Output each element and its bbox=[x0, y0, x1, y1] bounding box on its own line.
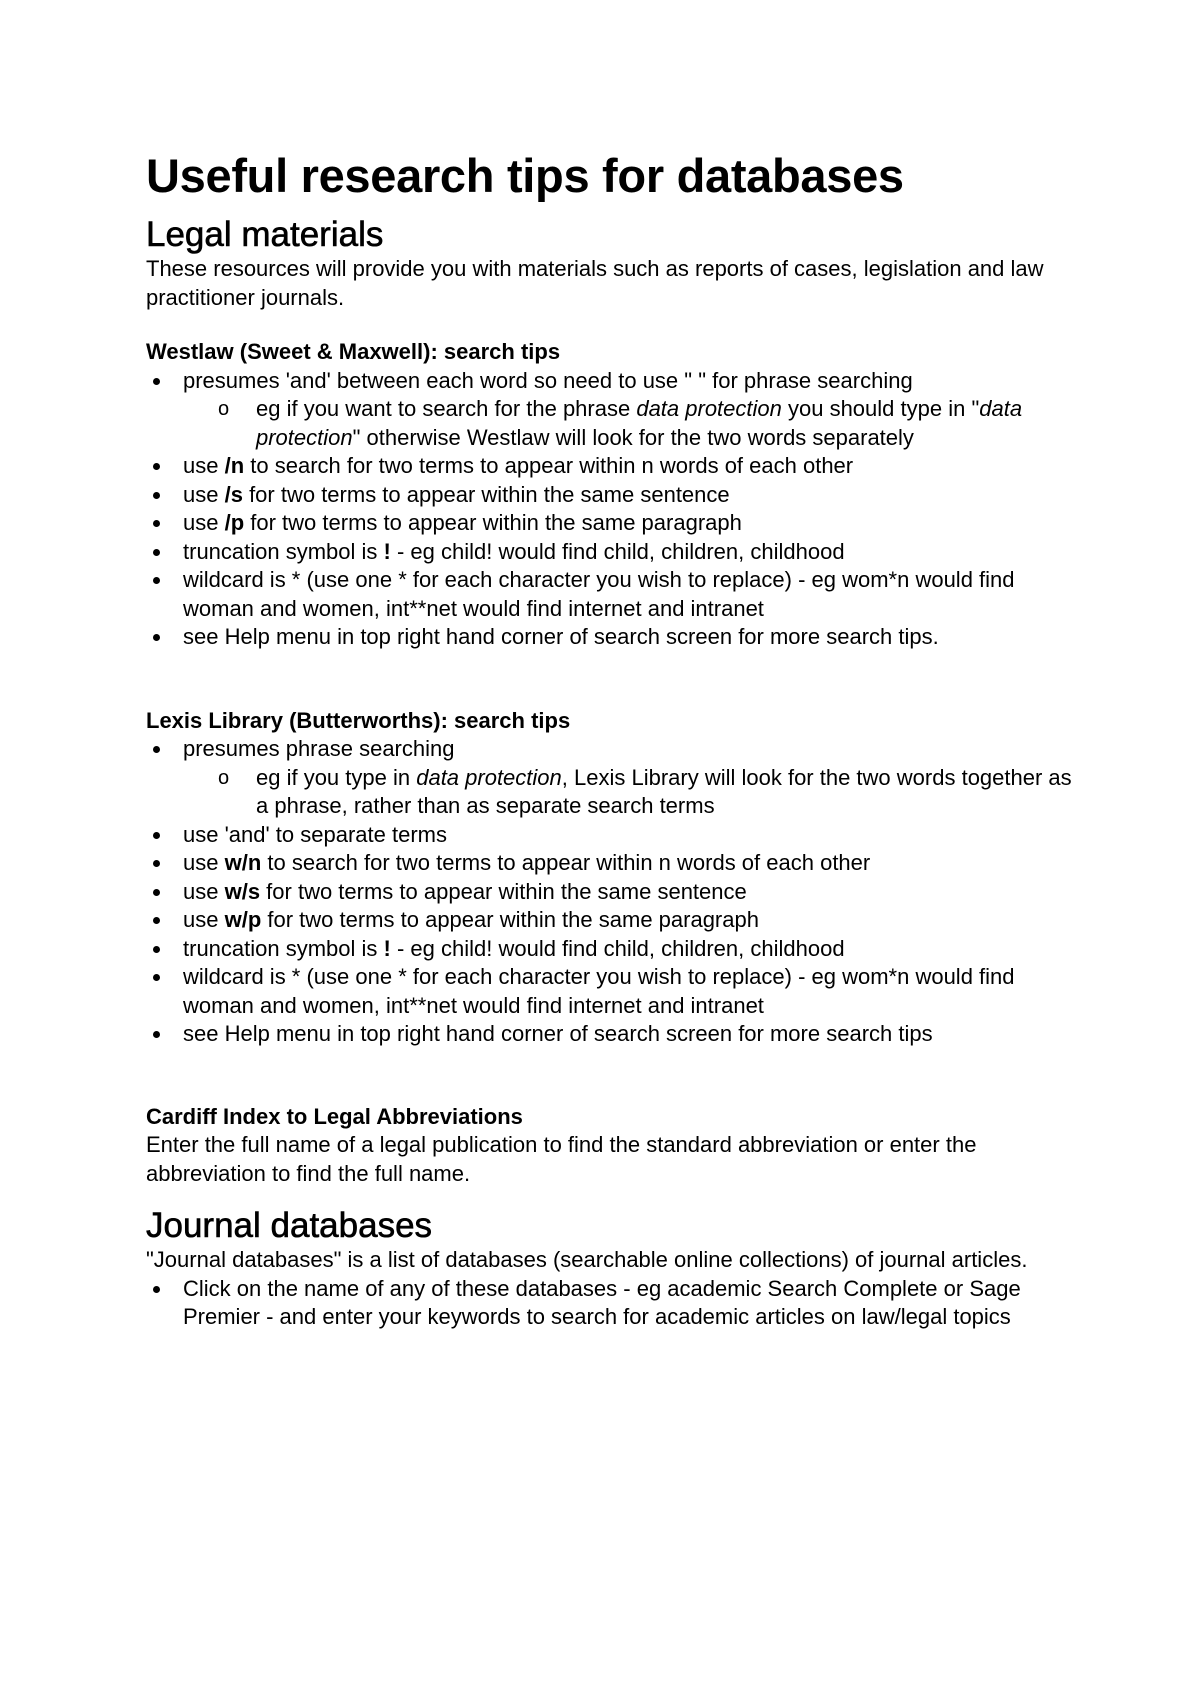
westlaw-sub-list bbox=[146, 395, 1086, 452]
journals-intro: "Journal databases" is a list of databases (searchable online collections) of journal articles. bbox=[146, 1247, 1028, 1272]
list-item: use /s for two terms to appear within the same sentence bbox=[146, 481, 1086, 510]
lexis-tips-list bbox=[146, 735, 1086, 1049]
page-title: Useful research tips for databases bbox=[146, 149, 904, 202]
list-item: use 'and' to separate terms bbox=[146, 821, 1086, 850]
list-item: use w/s for two terms to appear within the same sentence bbox=[146, 878, 1086, 907]
list-item: Click on the name of any of these databases - eg academic Search Complete or Sage Premier - and enter your keywords to search for academic articles on law/legal topics bbox=[146, 1275, 1086, 1332]
list-item: use w/n to search for two terms to appear within n words of each other bbox=[146, 849, 1086, 878]
section-heading-journal-databases: Journal databases bbox=[146, 1206, 433, 1245]
cardiff-text: Enter the full name of a legal publication to find the standard abbreviation or enter the abbreviation to find the full name. bbox=[146, 1132, 977, 1186]
westlaw-heading: Westlaw (Sweet & Maxwell): search tips bbox=[146, 339, 561, 364]
document-content bbox=[146, 146, 1086, 1332]
list-item: truncation symbol is ! - eg child! would find child, children, childhood bbox=[146, 935, 1086, 964]
list-item: use /n to search for two terms to appear within n words of each other bbox=[146, 452, 1086, 481]
list-item: o eg if you type in data protection, Lexis Library will look for the two words together as a phrase, rather than as separate search terms bbox=[146, 764, 1086, 821]
list-item: see Help menu in top right hand corner of search screen for more search tips bbox=[146, 1020, 1086, 1049]
list-item: see Help menu in top right hand corner of search screen for more search tips. bbox=[146, 623, 1086, 652]
list-item: o eg if you want to search for the phrase data protection you should type in "data protection" otherwise Westlaw will look for the two words separately bbox=[146, 395, 1086, 452]
list-item: presumes phrase searching o eg if you type in data protection, Lexis Library will look for the two words together as a phrase, rather than as separate search terms bbox=[146, 735, 1086, 821]
cardiff-heading: Cardiff Index to Legal Abbreviations bbox=[146, 1103, 523, 1129]
list-item: truncation symbol is ! - eg child! would find child, children, childhood bbox=[146, 538, 1086, 567]
list-item: use /p for two terms to appear within the same paragraph bbox=[146, 509, 1086, 538]
list-item: wildcard is * (use one * for each character you wish to replace) - eg wom*n would find woman and women, int**net would find internet and intranet bbox=[146, 963, 1086, 1020]
list-item: use w/p for two terms to appear within the same paragraph bbox=[146, 906, 1086, 935]
list-item: presumes 'and' between each word so need to use " " for phrase searching o eg if you want to search for the phrase data protection you should type in "data protection" otherwise Westlaw will look for the two words separately bbox=[146, 367, 1086, 453]
lexis-sub-list bbox=[146, 764, 1086, 821]
journals-list bbox=[146, 1275, 1086, 1332]
section-heading-legal-materials: Legal materials bbox=[146, 215, 384, 254]
lexis-heading: Lexis Library (Butterworths): search tips bbox=[146, 707, 571, 733]
list-item: wildcard is * (use one * for each character you wish to replace) - eg wom*n would find woman and women, int**net would find internet and intranet bbox=[146, 566, 1086, 623]
legal-intro: These resources will provide you with materials such as reports of cases, legislation and law practitioner journals. bbox=[146, 256, 1044, 310]
westlaw-tips-list bbox=[146, 367, 1086, 652]
